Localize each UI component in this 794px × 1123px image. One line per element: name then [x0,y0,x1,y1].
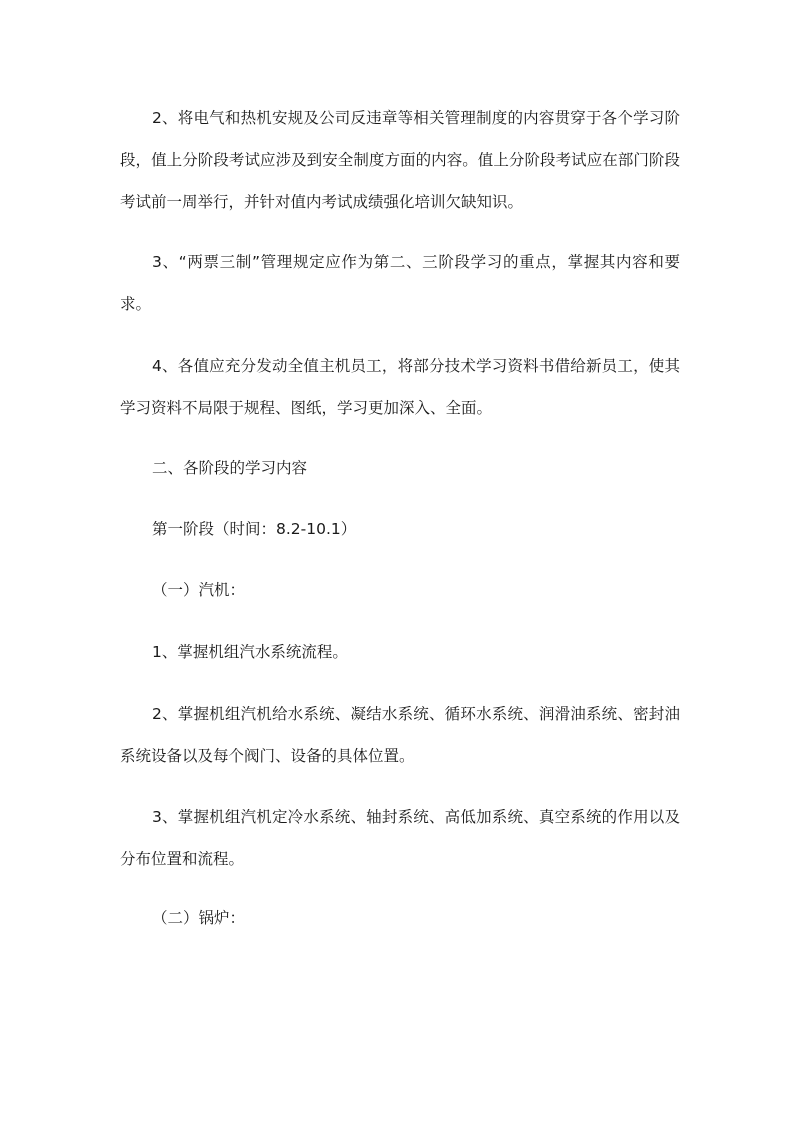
stage-one-heading: 第一阶段（时间：8.2-10.1） [152,520,357,538]
subsection-boiler-heading: （二）锅炉： [152,909,246,927]
paragraph-learning-materials: 4、各值应充分发动全值主机员工，将部分技术学习资料书借给新员工，使其学习资料不局限于规程、图纸，学习更加深入、全面。 [120,357,680,417]
paragraph-two-tickets-three-systems: 3、“两票三制”管理规定应作为第二、三阶段学习的重点，掌握其内容和要求。 [120,253,680,313]
section-heading-stage-content: 二、各阶段的学习内容 [152,459,308,477]
paragraph-turbine-systems: 2、掌握机组汽机给水系统、凝结水系统、循环水系统、润滑油系统、密封油系统设备以及每个阀门、设备的具体位置。 [120,705,680,765]
paragraph-cooling-seal-systems: 3、掌握机组汽机定冷水系统、轴封系统、高低加系统、真空系统的作用以及分布位置和流程。 [120,808,680,868]
paragraph-safety-rules: 2、将电气和热机安规及公司反违章等相关管理制度的内容贯穿于各个学习阶段，值上分阶段考试应涉及到安全制度方面的内容。值上分阶段考试应在部门阶段考试前一周举行，并针对值内考试成绩强化培训欠缺知识。 [120,109,680,211]
subsection-turbine-heading: （一）汽机： [152,581,246,599]
paragraph-steam-water-flow: 1、掌握机组汽水系统流程。 [152,643,348,661]
